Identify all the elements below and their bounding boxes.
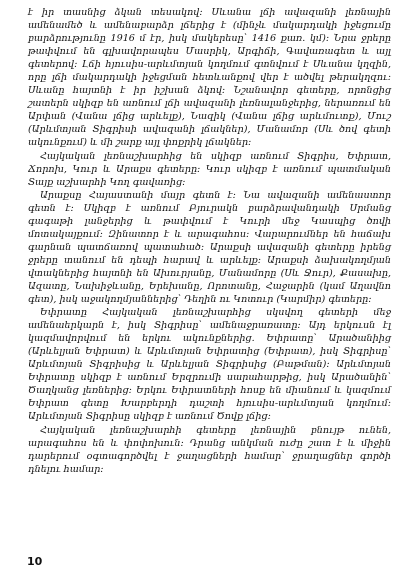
paragraph-5: Հայկական լեռնաշխարհի գետերը լեռնային բնույթ ունեն, արագահոս են և փոփոխուն: Դրանց անկման ուժը շատ է և միջին դարերում օգտագործվել է ջաղացների համար՝ ջրաղացներ գործի դնելու համար:: [28, 424, 391, 475]
page-number: 10: [27, 555, 43, 568]
paragraph-2: Հայկական լեռնաշխարհից են սկիզբ առնում Տիգրիս, Եփրատ, Ճորոխ, Կուր և Արաքս գետերը: Կուր սկիզբ է առնում պատմական Տայք աշխարհի Կող գավառից:: [28, 150, 391, 188]
paragraph-3: Արաքսը Հայաստանի մայր գետն է: Նա ավազանի ամենաստոր գետն է: Սկիզբ է առնում Բյուրակն բարձրավանդակի Սրմանց գագաթի լանջերից և թափվում է Կուրի մեջ Կասպից ծովի մոտակայքում: Զինատոր է և արագահոս: Վարարումներ են հաճախ գարնան պատճառով պատահած: Արաքսի ավազանի գետերը իրենց ջրերը տանում են դեպի հարավ և արևելք: Արաքսի ձախակողմյան վտակներից հայտնի են Ախուրյանը, Մանամորը (Սև Ջուր), Քասախը, Ազատը, Նախիջևանը, Երեխանը, Որոտանը, Հաջարին (կամ Աղավնո գետ), իսկ աջակողմյաններից՝ Դեղին ու Կոտուր (Կարմիր) գետերը:: [28, 189, 391, 306]
paragraph-1: է իր տասնից ձկան տեսակով: Սևանա լճի ավազանի լեռնային ամենամեծ և ամենաբարձր լճերից է (մինչև մակարդակի իջեցումը բարձրությունը 1916 մ էր, իսկ մակերեսը՝ 1416 քառ. կմ): Նրա ջրերը թափվում են գլխավորապես Մասրիկ, Արգիճի, Գավառագետ և այլ գետերով: Լճի հյուսիս-արևմտյան կողմում գտնվում է Սևանա կղզին, որը լճի մակարդակի իջեցման հետևանքով վեր է ածվել թերակղզու: Սևանը հայտնի է իր իշխան ձկով: Նշանավոր գետերը, որոնցից շատերն սկիզբ են առնում լճի ավազանի լեռնալանջերից, ներառում են Արփան (Վանա լճից արևելք), Նազիկ (Վանա լճից արևմուտք), Մուշ (Արևմտյան Տիգրիսի ավազանի լճակներ), Մանամոր (Սև ծով գետի ակունքում) և մի շարք այլ փոքրիկ լճակներ:: [28, 7, 391, 149]
body-text: [28, 6, 391, 476]
paragraph-4: Եփրատը Հայկական լեռնաշխարհից սկսվող գետերի մեջ ամենաերկարն է, իսկ Տիգրիսը՝ ամենաջրառատը: Այդ երկուսն էլ կազմավորվում են երկու ակունքներից. Եփրատը՝ Արածանիից (Արևելյան Եփրատ) և Արևմտյան Եփրատից (Եփրատ), իսկ Տիգրիսը՝ Արևմտյան Տիգրիսից և Արևելյան Տիգրիսից (Բաթման): Արևմտյան Եփրատը սկիզբ է առնում Երզրումի սարահարթից, իսկ Արածանին՝ Ծաղկանց լեռներից: Երկու Եփրատների հոսք են միանում և կազմում Եփրատ գետը Խարբերդի դաշտի հյուսիս-արևմտյան կողմում: Արևմտյան Տիգրիսը սկիզբ է առնում Ծովք լճից:: [28, 307, 391, 423]
